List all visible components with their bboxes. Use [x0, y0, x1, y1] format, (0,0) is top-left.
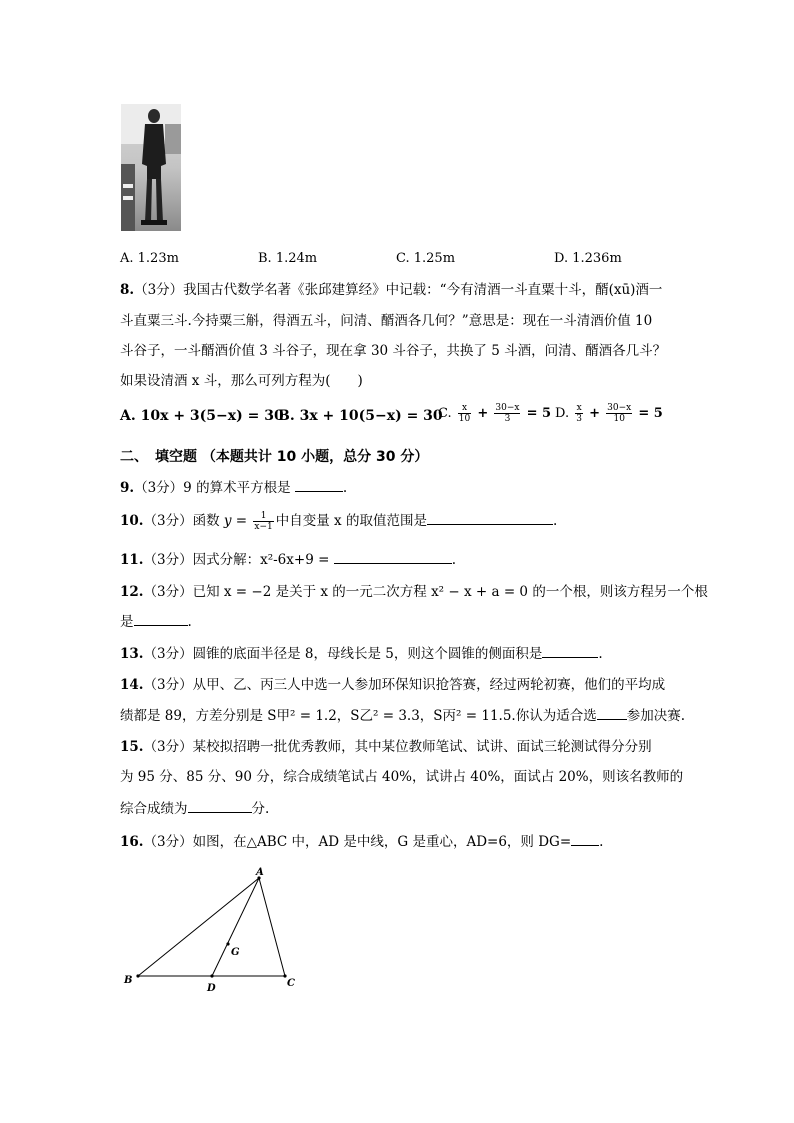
equals-five: = 5: [526, 406, 552, 421]
answer-blank[interactable]: [427, 510, 553, 525]
answer-blank[interactable]: [571, 831, 599, 846]
frac-denominator: 3: [504, 414, 511, 424]
q10-pre: （3分）函数: [143, 513, 220, 529]
label-c: C: [287, 978, 295, 989]
q8-option-c-label: C.: [438, 406, 452, 421]
answer-blank[interactable]: [188, 798, 252, 813]
frac-numerator: 30−x: [607, 403, 632, 413]
triangle-figure: [118, 866, 318, 996]
q9: [120, 477, 347, 498]
side-ab: [138, 878, 259, 976]
point-d: [210, 974, 213, 977]
q13-number: 13.: [120, 646, 144, 662]
frac-numerator: x: [458, 403, 471, 414]
q16-number: 16.: [120, 834, 144, 850]
q14-text-1: （3分）从甲、乙、丙三人中选一人参加环保知识抢答赛，经过两轮初赛，他们的平均成: [143, 677, 666, 693]
frac-denominator: x−1: [254, 522, 273, 532]
q8-option-b: [278, 408, 443, 424]
point-g: [226, 942, 229, 945]
plus-sign: +: [477, 406, 489, 421]
q15-text-1: （3分）某校拟招聘一批优秀教师，其中某位教师笔试、试讲、面试三轮测试得分分别: [143, 739, 652, 755]
q11-number: 11.: [120, 552, 144, 568]
frac-denominator: 3: [576, 414, 582, 424]
q11: [120, 549, 456, 570]
q14-line-2: [120, 705, 685, 726]
q8-line-3: 斗谷子，一斗醑酒价值 3 斗谷子，现在拿 30 斗谷子，共换了 5 斗酒，问清、醑酒各几斗？: [120, 343, 667, 359]
side-ac: [259, 878, 285, 976]
q9-text: （3分）9 的算术平方根是: [134, 480, 291, 496]
q8-option-d-fraction-2: [606, 403, 632, 424]
q10-number: 10.: [120, 513, 144, 529]
frac-numerator: 1: [253, 511, 273, 522]
q7-option-a: A. 1.23m: [120, 251, 179, 266]
q12-line-2: [120, 611, 192, 632]
label-d: D: [207, 983, 216, 994]
q8-text-1: （3分）我国古代数学名著《张邱建算经》中记载：“今有清酒一斗直粟十斗，醑(xū)酒一: [134, 282, 663, 298]
q11-end: .: [451, 552, 456, 568]
q13-end: .: [598, 646, 603, 662]
q8-option-d-fraction-1: [575, 403, 583, 424]
q10-post: 中自变量 x 的取值范围是: [275, 513, 427, 529]
q14-text-2b: 参加决赛.: [626, 708, 686, 724]
equals-five: = 5: [638, 406, 663, 421]
q10: [120, 510, 557, 532]
label-a: A: [256, 867, 264, 878]
q11-text: （3分）因式分解：x²-6x+9 =: [143, 552, 330, 568]
section-heading: 二、 填空题 （本题共计 10 小题，总分 30 分）: [120, 449, 429, 465]
frac-numerator: 30−x: [495, 403, 520, 413]
q13-text: （3分）圆锥的底面半径是 8，母线长是 5，则这个圆锥的侧面积是: [143, 646, 543, 662]
q12-line-1: [120, 582, 708, 602]
q7-option-d: D. 1.236m: [554, 251, 622, 266]
q15-number: 15.: [120, 739, 144, 755]
q8-option-a-text: A. 10x + 3(5−x) = 30: [120, 408, 284, 424]
frac-denominator: 10: [458, 414, 471, 424]
q15-line-1: [120, 737, 652, 757]
answer-blank[interactable]: [134, 611, 188, 626]
q15-line-2: 为 95 分、85 分、90 分，综合成绩笔试占 40%，试讲占 40%，面试占 20%，则该名教师的: [120, 769, 684, 785]
median-ad: [212, 878, 259, 976]
q8-option-c-fraction-2: [494, 403, 520, 424]
answer-blank[interactable]: [295, 477, 343, 492]
q15-line-3: [120, 798, 269, 819]
q8-option-d: [555, 403, 663, 424]
q16: [120, 831, 603, 852]
q8-option-b-text: B. 3x + 10(5−x) = 30: [278, 408, 443, 424]
q10-end: .: [552, 513, 558, 529]
q14-text-2: 绩都是 89，方差分别是 S甲² = 1.2，S乙² = 3.3，S丙² = 11.5.你认为适合选: [120, 708, 597, 724]
q8-line-2: 斗直粟三斗.今持粟三斛，得酒五斗，问清、醑酒各几何？”意思是：现在一斗清酒价值 10: [120, 313, 653, 329]
q12-end: .: [187, 614, 192, 630]
q10-y: y =: [223, 513, 248, 529]
q12-number: 12.: [120, 584, 144, 600]
q9-end: .: [342, 480, 348, 496]
answer-blank[interactable]: [542, 643, 598, 658]
q9-number: 9.: [120, 480, 135, 496]
q12-text-2: 是: [120, 614, 134, 630]
q10-fraction: [253, 511, 273, 532]
q8-option-c: [438, 403, 551, 424]
q15-text-3: 综合成绩为: [120, 801, 188, 817]
q8-line-4: 如果设清酒 x 斗，那么可列方程为( ): [120, 373, 363, 389]
point-b: [136, 974, 139, 977]
q8-number: 8.: [120, 282, 135, 298]
q12-text-1: （3分）已知 x = −2 是关于 x 的一元二次方程 x² − x + a = 0 的一个根，则该方程另一个根: [143, 584, 708, 600]
q14-line-1: [120, 675, 665, 695]
q13: [120, 643, 603, 664]
q8-option-a: [120, 408, 284, 424]
label-g: G: [231, 947, 240, 958]
q8-option-d-label: D.: [555, 406, 570, 421]
q16-end: .: [599, 834, 604, 850]
frac-denominator: 10: [613, 414, 625, 424]
label-b: B: [124, 975, 133, 986]
q7-option-b: B. 1.24m: [258, 251, 318, 266]
q8-line-1: [120, 280, 662, 300]
q16-text: （3分）如图，在△ABC 中，AD 是中线，G 是重心，AD=6，则 DG=: [143, 834, 572, 850]
plus-sign: +: [589, 406, 601, 421]
person-photo: [121, 104, 181, 231]
q15-text-3b: 分.: [251, 801, 270, 817]
q7-option-c: C. 1.25m: [396, 251, 456, 266]
answer-blank[interactable]: [597, 705, 627, 720]
frac-numerator: x: [576, 403, 582, 413]
q8-option-c-fraction-1: [458, 403, 471, 424]
answer-blank[interactable]: [334, 549, 452, 564]
q14-number: 14.: [120, 677, 144, 693]
